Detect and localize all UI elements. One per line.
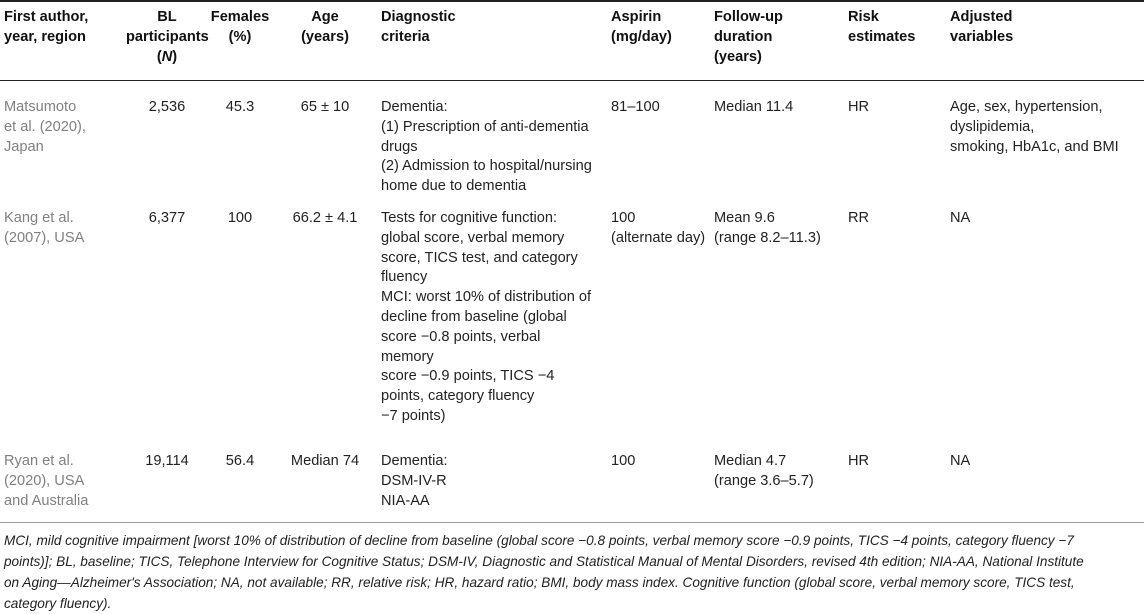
- row3-criteria-line: NIA-AA: [381, 492, 430, 509]
- header-aspirin-line: (mg/day): [611, 28, 672, 45]
- header-adjusted-line: variables: [950, 28, 1014, 45]
- row2-criteria-line: score −0.9 points, TICS −4: [381, 368, 555, 385]
- row1-aspirin: [611, 98, 660, 118]
- header-age-line: Age: [311, 9, 339, 25]
- row2-criteria-line: Tests for cognitive function:: [381, 210, 558, 226]
- footnote-line: category fluency).: [4, 596, 112, 611]
- row1-adjusted-line: smoking, HbA1c, and BMI: [950, 138, 1119, 155]
- row2-author-line: Kang et al.: [4, 210, 74, 226]
- header-followup: [714, 8, 783, 67]
- header-risk-line: Risk: [848, 9, 879, 25]
- header-author: [4, 8, 88, 48]
- row3-aspirin-line: 100: [611, 453, 636, 469]
- header-females-line: (%): [228, 28, 252, 45]
- row2-author-line: (2007), USA: [4, 229, 85, 246]
- row3-criteria-line: DSM-IV-R: [381, 472, 447, 489]
- row1-females: 45.3: [225, 99, 255, 115]
- row3-followup-line: (range 3.6–5.7): [714, 472, 814, 489]
- row2-author: [4, 209, 84, 249]
- row1-author: [4, 98, 86, 157]
- row3-criteria-line: Dementia:: [381, 453, 448, 469]
- row3-females: 56.4: [225, 453, 255, 469]
- row2-adjusted: [950, 209, 970, 229]
- header-bl-line: (N): [156, 48, 178, 65]
- row2-bl: 6,377: [148, 210, 186, 226]
- row1-adjusted-line: Age, sex, hypertension,: [950, 99, 1103, 115]
- header-females-line: Females: [210, 9, 270, 25]
- row1-adjusted-line: dyslipidemia,: [950, 118, 1035, 135]
- header-risk: [848, 8, 915, 48]
- header-age: [280, 8, 370, 48]
- header-criteria-line: Diagnostic: [381, 9, 456, 25]
- header-author-line: First author,: [4, 9, 89, 25]
- footnote-line: points)]; BL, baseline; TICS, Telephone Interview for Cognitive Status; DSM-IV, Diagnostic and Statistical Manual of Mental Disorders, revised 4th edition; NIA-AA, National Institute: [4, 554, 1084, 569]
- row2-aspirin-line: (alternate day): [611, 229, 706, 246]
- row2-criteria-line: decline from baseline (global: [381, 308, 567, 325]
- row2-criteria-line: memory: [381, 348, 434, 365]
- header-bl-line: BL: [157, 9, 177, 25]
- header-adjusted: [950, 8, 1013, 48]
- header-aspirin: [611, 8, 672, 48]
- row1-criteria-line: drugs: [381, 138, 418, 155]
- row1-author-line: Matsumoto: [4, 99, 77, 115]
- header-bl-line: participants: [126, 28, 209, 45]
- row1-adjusted: [950, 98, 1119, 157]
- row3-author-line: Ryan et al.: [4, 453, 74, 469]
- header-risk-line: estimates: [848, 28, 916, 45]
- row1-age: 65 ± 10: [300, 99, 350, 115]
- row3-adjusted: [950, 452, 970, 472]
- row1-criteria-line: (1) Prescription of anti-dementia: [381, 118, 589, 135]
- row3-followup: [714, 452, 814, 492]
- header-bl-participants: [126, 8, 208, 67]
- row2-criteria-line: score −0.8 points, verbal: [381, 328, 541, 345]
- row3-bl: 19,114: [145, 453, 189, 469]
- row3-author-line: and Australia: [4, 492, 89, 509]
- row3-criteria: [381, 452, 448, 511]
- row2-followup-line: (range 8.2–11.3): [714, 229, 821, 246]
- row3-aspirin: [611, 452, 635, 472]
- row3-adjusted-line: NA: [950, 453, 971, 469]
- header-adjusted-line: Adjusted: [950, 9, 1013, 25]
- row2-followup: [714, 209, 821, 249]
- header-followup-line: (years): [714, 48, 762, 65]
- row2-adjusted-line: NA: [950, 210, 971, 226]
- header-females: [207, 8, 273, 48]
- row2-criteria-line: MCI: worst 10% of distribution of: [381, 289, 592, 306]
- row2-females: 100: [227, 210, 253, 226]
- row3-risk: HR: [848, 453, 870, 469]
- row1-followup-line: Median 11.4: [714, 99, 794, 115]
- table-header-rule: [0, 80, 1144, 81]
- row3-author-line: (2020), USA: [4, 472, 85, 489]
- header-followup-line: Follow-up: [714, 9, 783, 25]
- row2-criteria-line: fluency: [381, 269, 428, 286]
- header-bl-n: N: [161, 48, 173, 65]
- row2-aspirin-line: 100: [611, 210, 636, 226]
- row1-followup: [714, 98, 793, 118]
- row1-risk: HR: [848, 99, 870, 115]
- header-author-line: year, region: [4, 28, 86, 45]
- header-criteria-line: criteria: [381, 28, 430, 45]
- footnote-line: on Aging—Alzheimer's Association; NA, not available; RR, relative risk; HR, hazard ratio; BMI, body mass index. Cognitive function (global score, verbal memory score, TICS test,: [4, 575, 1075, 590]
- table-top-rule: [0, 0, 1144, 2]
- row1-author-line: et al. (2020),: [4, 118, 86, 135]
- row1-criteria-line: Dementia:: [381, 99, 448, 115]
- row1-aspirin-line: 81–100: [611, 99, 660, 115]
- row1-bl: 2,536: [148, 99, 186, 115]
- row1-criteria-line: home due to dementia: [381, 178, 527, 195]
- row2-criteria-line: −7 points): [381, 407, 446, 424]
- footnote-line: MCI, mild cognitive impairment [worst 10% of distribution of decline from baseline (global score −0.8 points, verbal memory score −0.9 points, TICS −4 points, category fluency −7: [4, 533, 1074, 548]
- row1-criteria-line: (2) Admission to hospital/nursing: [381, 158, 592, 175]
- row1-criteria: [381, 98, 592, 197]
- row2-criteria-line: score, TICS test, and category: [381, 249, 578, 266]
- row2-aspirin: [611, 209, 705, 249]
- row2-criteria-line: points, category fluency: [381, 388, 535, 405]
- row2-risk: RR: [848, 210, 870, 226]
- row3-followup-line: Median 4.7: [714, 453, 787, 469]
- row2-followup-line: Mean 9.6: [714, 210, 775, 226]
- header-followup-line: duration: [714, 28, 773, 45]
- row2-age: 66.2 ± 4.1: [292, 210, 358, 226]
- header-aspirin-line: Aspirin: [611, 9, 662, 25]
- row2-criteria-line: global score, verbal memory: [381, 229, 565, 246]
- row1-author-line: Japan: [4, 138, 44, 155]
- table-bottom-rule: [0, 522, 1144, 523]
- table-footnote: [4, 530, 1140, 614]
- row3-author: [4, 452, 88, 511]
- row3-age: Median 74: [290, 453, 360, 469]
- header-age-line: (years): [301, 28, 349, 45]
- row2-criteria: [381, 209, 591, 427]
- header-criteria: [381, 8, 456, 48]
